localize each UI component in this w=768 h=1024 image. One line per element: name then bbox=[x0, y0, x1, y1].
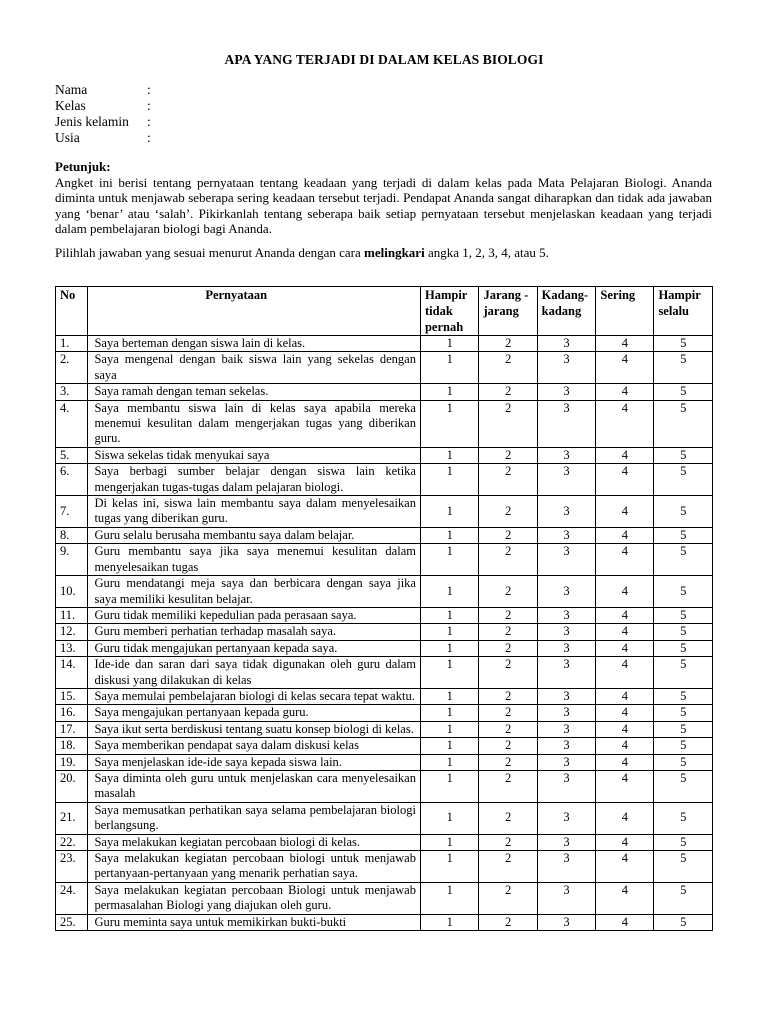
answer-option-3[interactable]: 3 bbox=[537, 770, 596, 802]
answer-option-5[interactable]: 5 bbox=[654, 447, 713, 463]
row-number: 23. bbox=[56, 851, 88, 883]
row-statement: Saya memberikan pendapat saya dalam diskusi kelas bbox=[88, 738, 421, 754]
row-statement: Guru selalu berusaha membantu saya dalam belajar. bbox=[88, 527, 421, 543]
row-number: 14. bbox=[56, 657, 88, 689]
answer-option-5[interactable]: 5 bbox=[654, 851, 713, 883]
table-header-row bbox=[56, 287, 713, 336]
answer-option-5[interactable]: 5 bbox=[654, 527, 713, 543]
answer-option-5[interactable]: 5 bbox=[654, 576, 713, 608]
instructions bbox=[55, 159, 712, 260]
answer-option-2[interactable]: 2 bbox=[479, 447, 537, 463]
answer-option-4[interactable]: 4 bbox=[596, 688, 654, 704]
table-row bbox=[56, 384, 713, 400]
row-statement: Guru memberi perhatian terhadap masalah saya. bbox=[88, 624, 421, 640]
answer-option-5[interactable]: 5 bbox=[654, 384, 713, 400]
answer-option-3[interactable]: 3 bbox=[537, 447, 596, 463]
answer-option-4[interactable]: 4 bbox=[596, 527, 654, 543]
identity-row-name bbox=[55, 82, 355, 98]
answer-option-3[interactable]: 3 bbox=[537, 688, 596, 704]
answer-option-4[interactable]: 4 bbox=[596, 384, 654, 400]
answer-option-2[interactable]: 2 bbox=[479, 624, 537, 640]
instructions-choose bbox=[55, 245, 712, 261]
table-row bbox=[56, 496, 713, 528]
answer-option-1[interactable]: 1 bbox=[420, 770, 478, 802]
answer-option-1[interactable]: 1 bbox=[420, 851, 478, 883]
table-row bbox=[56, 721, 713, 737]
answer-option-2[interactable]: 2 bbox=[479, 352, 537, 384]
answer-option-3[interactable]: 3 bbox=[537, 640, 596, 656]
answer-option-3[interactable]: 3 bbox=[537, 834, 596, 850]
table-row bbox=[56, 336, 713, 352]
answer-option-3[interactable]: 3 bbox=[537, 657, 596, 689]
answer-option-3[interactable]: 3 bbox=[537, 754, 596, 770]
answer-option-5[interactable]: 5 bbox=[654, 834, 713, 850]
table-body bbox=[56, 336, 713, 931]
row-number: 19. bbox=[56, 754, 88, 770]
answer-option-2[interactable]: 2 bbox=[479, 914, 537, 930]
header-no: No bbox=[56, 287, 88, 336]
row-statement: Saya melakukan kegiatan percobaan biologi di kelas. bbox=[88, 834, 421, 850]
answer-option-3[interactable]: 3 bbox=[537, 738, 596, 754]
row-number: 7. bbox=[56, 496, 88, 528]
answer-option-2[interactable]: 2 bbox=[479, 705, 537, 721]
answer-option-4[interactable]: 4 bbox=[596, 496, 654, 528]
table-row bbox=[56, 851, 713, 883]
answer-option-5[interactable]: 5 bbox=[654, 802, 713, 834]
row-statement: Guru tidak mengajukan pertanyaan kepada saya. bbox=[88, 640, 421, 656]
identity-colon: : bbox=[147, 82, 151, 97]
answer-option-2[interactable]: 2 bbox=[479, 496, 537, 528]
header-option-3: Kadang-kadang bbox=[537, 287, 596, 336]
identity-row-age bbox=[55, 130, 355, 146]
row-statement: Guru tidak memiliki kepedulian pada perasaan saya. bbox=[88, 607, 421, 623]
row-statement: Saya ramah dengan teman sekelas. bbox=[88, 384, 421, 400]
answer-option-2[interactable]: 2 bbox=[479, 802, 537, 834]
row-number: 24. bbox=[56, 882, 88, 914]
table-row bbox=[56, 834, 713, 850]
table-row bbox=[56, 882, 713, 914]
answer-option-4[interactable]: 4 bbox=[596, 447, 654, 463]
answer-option-2[interactable]: 2 bbox=[479, 607, 537, 623]
answer-option-3[interactable]: 3 bbox=[537, 624, 596, 640]
answer-option-2[interactable]: 2 bbox=[479, 544, 537, 576]
answer-option-1[interactable]: 1 bbox=[420, 352, 478, 384]
answer-option-5[interactable]: 5 bbox=[654, 914, 713, 930]
table-row bbox=[56, 802, 713, 834]
answer-option-1[interactable]: 1 bbox=[420, 882, 478, 914]
header-option-5: Hampir selalu bbox=[654, 287, 713, 336]
answer-option-3[interactable]: 3 bbox=[537, 527, 596, 543]
answer-option-2[interactable]: 2 bbox=[479, 576, 537, 608]
answer-option-4[interactable]: 4 bbox=[596, 738, 654, 754]
answer-option-2[interactable]: 2 bbox=[479, 384, 537, 400]
row-number: 1. bbox=[56, 336, 88, 352]
row-number: 20. bbox=[56, 770, 88, 802]
answer-option-4[interactable]: 4 bbox=[596, 657, 654, 689]
answer-option-1[interactable]: 1 bbox=[420, 624, 478, 640]
row-number: 5. bbox=[56, 447, 88, 463]
answer-option-2[interactable]: 2 bbox=[479, 882, 537, 914]
answer-option-4[interactable]: 4 bbox=[596, 802, 654, 834]
row-statement: Guru mendatangi meja saya dan berbicara dengan saya jika saya memiliki kesulitan belajar. bbox=[88, 576, 421, 608]
answer-option-3[interactable]: 3 bbox=[537, 400, 596, 447]
answer-option-1[interactable]: 1 bbox=[420, 914, 478, 930]
answer-option-1[interactable]: 1 bbox=[420, 464, 478, 496]
answer-option-4[interactable]: 4 bbox=[596, 770, 654, 802]
answer-option-1[interactable]: 1 bbox=[420, 527, 478, 543]
identity-row-class bbox=[55, 98, 355, 114]
row-statement: Saya melakukan kegiatan percobaan biologi untuk menjawab pertanyaan-pertanyaan yang menarik perhatian saya. bbox=[88, 851, 421, 883]
row-number: 9. bbox=[56, 544, 88, 576]
answer-option-1[interactable]: 1 bbox=[420, 336, 478, 352]
identity-colon: : bbox=[147, 130, 151, 145]
answer-option-2[interactable]: 2 bbox=[479, 688, 537, 704]
answer-option-1[interactable]: 1 bbox=[420, 721, 478, 737]
answer-option-5[interactable]: 5 bbox=[654, 640, 713, 656]
answer-option-5[interactable]: 5 bbox=[654, 657, 713, 689]
row-number: 8. bbox=[56, 527, 88, 543]
table-row bbox=[56, 624, 713, 640]
answer-option-5[interactable]: 5 bbox=[654, 352, 713, 384]
row-number: 17. bbox=[56, 721, 88, 737]
answer-option-1[interactable]: 1 bbox=[420, 738, 478, 754]
answer-option-3[interactable]: 3 bbox=[537, 705, 596, 721]
row-number: 22. bbox=[56, 834, 88, 850]
identity-colon: : bbox=[147, 98, 151, 113]
header-option-4: Sering bbox=[596, 287, 654, 336]
row-number: 21. bbox=[56, 802, 88, 834]
answer-option-3[interactable]: 3 bbox=[537, 336, 596, 352]
answer-option-3[interactable]: 3 bbox=[537, 914, 596, 930]
row-statement: Saya membantu siswa lain di kelas saya apabila mereka menemui kesulitan dalam mengerjakan tugas yang diberikan guru. bbox=[88, 400, 421, 447]
table-row bbox=[56, 770, 713, 802]
answer-option-2[interactable]: 2 bbox=[479, 464, 537, 496]
table-row bbox=[56, 640, 713, 656]
row-statement: Saya ikut serta berdiskusi tentang suatu konsep biologi di kelas. bbox=[88, 721, 421, 737]
table-row bbox=[56, 738, 713, 754]
answer-option-5[interactable]: 5 bbox=[654, 544, 713, 576]
answer-option-4[interactable]: 4 bbox=[596, 464, 654, 496]
answer-option-3[interactable]: 3 bbox=[537, 384, 596, 400]
row-statement: Saya melakukan kegiatan percobaan Biologi untuk menjawab permasalahan Biologi yang diajukan oleh guru. bbox=[88, 882, 421, 914]
answer-option-5[interactable]: 5 bbox=[654, 336, 713, 352]
answer-option-1[interactable]: 1 bbox=[420, 447, 478, 463]
table-row bbox=[56, 544, 713, 576]
table-row bbox=[56, 657, 713, 689]
answer-option-2[interactable]: 2 bbox=[479, 400, 537, 447]
answer-option-4[interactable]: 4 bbox=[596, 851, 654, 883]
table-row bbox=[56, 400, 713, 447]
identity-row-gender bbox=[55, 114, 355, 130]
row-number: 11. bbox=[56, 607, 88, 623]
answer-option-5[interactable]: 5 bbox=[654, 688, 713, 704]
table-row bbox=[56, 914, 713, 930]
answer-option-2[interactable]: 2 bbox=[479, 640, 537, 656]
answer-option-5[interactable]: 5 bbox=[654, 770, 713, 802]
row-statement: Guru meminta saya untuk memikirkan bukti-bukti bbox=[88, 914, 421, 930]
answer-option-5[interactable]: 5 bbox=[654, 464, 713, 496]
answer-option-5[interactable]: 5 bbox=[654, 882, 713, 914]
answer-option-1[interactable]: 1 bbox=[420, 657, 478, 689]
answer-option-4[interactable]: 4 bbox=[596, 607, 654, 623]
answer-option-1[interactable]: 1 bbox=[420, 754, 478, 770]
answer-option-5[interactable]: 5 bbox=[654, 721, 713, 737]
answer-option-4[interactable]: 4 bbox=[596, 754, 654, 770]
answer-option-2[interactable]: 2 bbox=[479, 834, 537, 850]
answer-option-5[interactable]: 5 bbox=[654, 496, 713, 528]
answer-option-4[interactable]: 4 bbox=[596, 400, 654, 447]
answer-option-1[interactable]: 1 bbox=[420, 496, 478, 528]
answer-option-4[interactable]: 4 bbox=[596, 882, 654, 914]
answer-option-3[interactable]: 3 bbox=[537, 464, 596, 496]
row-statement: Saya diminta oleh guru untuk menjelaskan cara menyelesaikan masalah bbox=[88, 770, 421, 802]
identity-label: Nama bbox=[55, 82, 88, 97]
row-number: 15. bbox=[56, 688, 88, 704]
answer-option-3[interactable]: 3 bbox=[537, 544, 596, 576]
page-title: APA YANG TERJADI DI DALAM KELAS BIOLOGI bbox=[224, 52, 544, 67]
answer-option-4[interactable]: 4 bbox=[596, 352, 654, 384]
answer-option-5[interactable]: 5 bbox=[654, 705, 713, 721]
table-row bbox=[56, 688, 713, 704]
table-row bbox=[56, 576, 713, 608]
answer-option-1[interactable]: 1 bbox=[420, 640, 478, 656]
row-number: 10. bbox=[56, 576, 88, 608]
answer-option-3[interactable]: 3 bbox=[537, 352, 596, 384]
answer-option-1[interactable]: 1 bbox=[420, 400, 478, 447]
table-row bbox=[56, 607, 713, 623]
questionnaire-table bbox=[55, 286, 713, 931]
answer-option-1[interactable]: 1 bbox=[420, 802, 478, 834]
table-row bbox=[56, 352, 713, 384]
row-statement: Guru membantu saya jika saya menemui kesulitan dalam menyelesaikan tugas bbox=[88, 544, 421, 576]
row-statement: Siswa sekelas tidak menyukai saya bbox=[88, 447, 421, 463]
row-statement: Saya menjelaskan ide-ide saya kepada siswa lain. bbox=[88, 754, 421, 770]
answer-option-3[interactable]: 3 bbox=[537, 496, 596, 528]
identity-fields bbox=[55, 82, 355, 146]
choose-text-bold: melingkari bbox=[364, 244, 425, 260]
answer-option-3[interactable]: 3 bbox=[537, 851, 596, 883]
answer-option-4[interactable]: 4 bbox=[596, 705, 654, 721]
identity-label: Kelas bbox=[55, 98, 86, 113]
answer-option-4[interactable]: 4 bbox=[596, 544, 654, 576]
answer-option-1[interactable]: 1 bbox=[420, 834, 478, 850]
answer-option-1[interactable]: 1 bbox=[420, 705, 478, 721]
table-row bbox=[56, 447, 713, 463]
table-row bbox=[56, 527, 713, 543]
answer-option-3[interactable]: 3 bbox=[537, 882, 596, 914]
answer-option-4[interactable]: 4 bbox=[596, 624, 654, 640]
header-option-2: Jarang -jarang bbox=[479, 287, 537, 336]
answer-option-3[interactable]: 3 bbox=[537, 802, 596, 834]
header-option-1: Hampir tidak pernah bbox=[420, 287, 478, 336]
answer-option-5[interactable]: 5 bbox=[654, 400, 713, 447]
row-number: 4. bbox=[56, 400, 88, 447]
row-statement: Ide-ide dan saran dari saya tidak digunakan oleh guru dalam diskusi yang dilakukan di kelas bbox=[88, 657, 421, 689]
answer-option-2[interactable]: 2 bbox=[479, 527, 537, 543]
row-statement: Saya berteman dengan siswa lain di kelas. bbox=[88, 336, 421, 352]
answer-option-2[interactable]: 2 bbox=[479, 738, 537, 754]
answer-option-1[interactable]: 1 bbox=[420, 688, 478, 704]
answer-option-3[interactable]: 3 bbox=[537, 607, 596, 623]
answer-option-4[interactable]: 4 bbox=[596, 640, 654, 656]
row-statement: Saya mengenal dengan baik siswa lain yang sekelas dengan saya bbox=[88, 352, 421, 384]
identity-colon: : bbox=[147, 114, 151, 129]
answer-option-1[interactable]: 1 bbox=[420, 576, 478, 608]
answer-option-1[interactable]: 1 bbox=[420, 384, 478, 400]
answer-option-5[interactable]: 5 bbox=[654, 754, 713, 770]
answer-option-4[interactable]: 4 bbox=[596, 721, 654, 737]
answer-option-2[interactable]: 2 bbox=[479, 657, 537, 689]
answer-option-5[interactable]: 5 bbox=[654, 738, 713, 754]
row-number: 25. bbox=[56, 914, 88, 930]
table-row bbox=[56, 754, 713, 770]
answer-option-2[interactable]: 2 bbox=[479, 770, 537, 802]
row-number: 3. bbox=[56, 384, 88, 400]
answer-option-2[interactable]: 2 bbox=[479, 754, 537, 770]
row-number: 18. bbox=[56, 738, 88, 754]
answer-option-4[interactable]: 4 bbox=[596, 914, 654, 930]
answer-option-3[interactable]: 3 bbox=[537, 576, 596, 608]
instructions-heading: Petunjuk: bbox=[55, 159, 111, 174]
table-row bbox=[56, 705, 713, 721]
identity-label: Jenis kelamin bbox=[55, 114, 129, 129]
answer-option-2[interactable]: 2 bbox=[479, 851, 537, 883]
answer-option-2[interactable]: 2 bbox=[479, 721, 537, 737]
answer-option-5[interactable]: 5 bbox=[654, 624, 713, 640]
answer-option-2[interactable]: 2 bbox=[479, 336, 537, 352]
row-statement: Di kelas ini, siswa lain membantu saya dalam menyelesaikan tugas yang diberikan guru. bbox=[88, 496, 421, 528]
choose-text-before: Pilihlah jawaban yang sesuai menurut Ananda dengan cara bbox=[55, 244, 365, 260]
choose-text-after: angka 1, 2, 3, 4, atau 5. bbox=[424, 244, 549, 260]
row-statement: Saya berbagi sumber belajar dengan siswa lain ketika mengerjakan tugas-tugas dalam pelajaran biologi. bbox=[88, 464, 421, 496]
identity-label: Usia bbox=[55, 130, 80, 145]
row-number: 2. bbox=[56, 352, 88, 384]
row-number: 13. bbox=[56, 640, 88, 656]
answer-option-5[interactable]: 5 bbox=[654, 607, 713, 623]
answer-option-3[interactable]: 3 bbox=[537, 721, 596, 737]
answer-option-4[interactable]: 4 bbox=[596, 576, 654, 608]
table-row bbox=[56, 464, 713, 496]
header-statement: Pernyataan bbox=[88, 287, 421, 336]
answer-option-1[interactable]: 1 bbox=[420, 544, 478, 576]
row-number: 16. bbox=[56, 705, 88, 721]
row-statement: Saya memulai pembelajaran biologi di kelas secara tepat waktu. bbox=[88, 688, 421, 704]
row-statement: Saya mengajukan pertanyaan kepada guru. bbox=[88, 705, 421, 721]
row-statement: Saya memusatkan perhatikan saya selama pembelajaran biologi berlangsung. bbox=[88, 802, 421, 834]
row-number: 6. bbox=[56, 464, 88, 496]
instructions-body: Angket ini berisi tentang pernyataan tentang keadaan yang terjadi di dalam kelas pada Mata Pelajaran Biologi. Ananda diminta untuk menjawab seberapa sering keadaan tersebut terjadi. Pendapat Ananda sangat diharapkan dan tidak ada jawaban yang ‘benar’ atau ‘salah’. Pikirkanlah tentang seberapa baik setiap pernyataan tersebut menjelaskan keadaan yang terjadi dalam pembelajaran biologi bagi Ananda. bbox=[55, 174, 712, 236]
answer-option-1[interactable]: 1 bbox=[420, 607, 478, 623]
answer-option-4[interactable]: 4 bbox=[596, 834, 654, 850]
answer-option-4[interactable]: 4 bbox=[596, 336, 654, 352]
row-number: 12. bbox=[56, 624, 88, 640]
